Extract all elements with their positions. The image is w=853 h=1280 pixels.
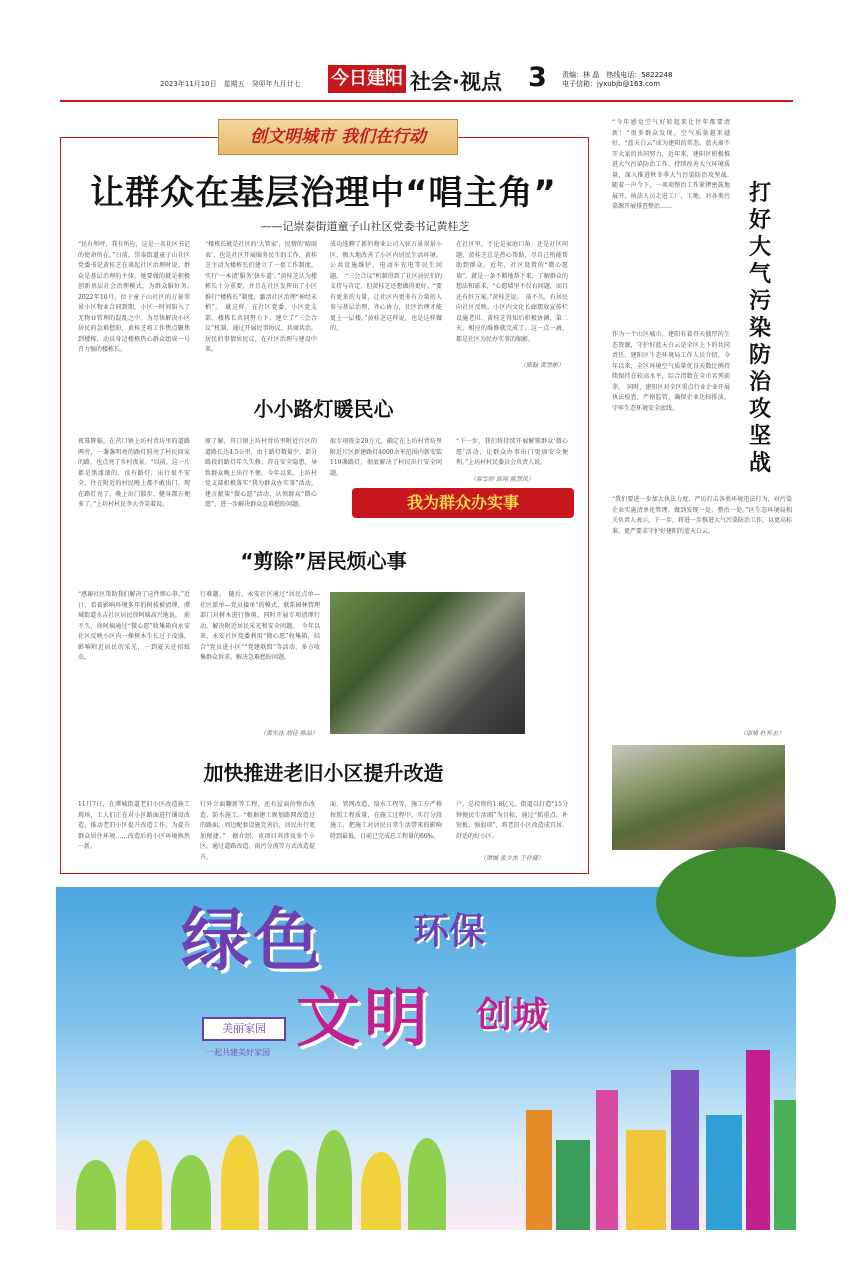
article4-col1: 11月7日，在潭城街道老旧小区改造施工现场，工人们正在对小区路面进行铺设改造，推动老旧小区提升改造工作，为提升群众居住环境……改造后的小区环境焕然一新。 (78, 801, 190, 850)
newspaper-logo: 今日建阳 (328, 65, 406, 93)
right-col-b: 作为一个山区城市，建阳有着得天独厚的生态资源，守护好蓝天白云是全区上下的共同责任。建阳区生态环境局工作人员介绍，今年以来，全区环境空气质量优良天数比例持续保持在较高水平，综合指数在全市名列前茅。 同时，建阳区对全区重点行业企业开展执法检查，严格监管，确保企业达标排放，守牢生态环境安全底线。 (612, 331, 730, 412)
article1-col2: “楼栋长就是社区的‘大管家’，民情的‘晴雨表’，也是社区开展服务民生的工作，黄桂芝主动为楼栋长们建立了一套工作制度，实行‘一本清’服务‘快车道’。”黄桂芝认为楼栋长十分重要，并且在社区发挥出了小区推行“楼栋长”制度，激活社区治理“神经末梢”。 就这样，在社区党委、小区党支部、楼栋长共同努力下，建立了“三会合议”机制，通过开展民事协议、共商共治，居民的事情居民议，在社区治理与建设中来。 (205, 241, 317, 353)
people-silhouette (268, 1150, 308, 1230)
right-byline: （邬婧 杜有志） (740, 730, 784, 737)
article4-col2: 行外立面翻新等工程，还有屋面的整治改造、防水施工。“根据建工规划路网改造过的路面，周边配套设施完善后，居民出行更加便捷。” 据介绍，该项目共涉及多个小区，通过道路改造、雨污分流等方式改造提升。 (200, 801, 315, 861)
people-silhouette (76, 1160, 116, 1230)
people-silhouette (408, 1138, 446, 1230)
banner-subslogan: 一起共建美好家园 (206, 1048, 270, 1057)
article3-title: “剪除”居民烦心事 (240, 549, 407, 573)
article4-col4: 户，总投资约1.8亿元。街道以打造“15分钟便民生活圈”为目标，通过“抓重点、补短板、强弱项”，将老旧小区改造成宜居、舒适的好小区。 (456, 801, 568, 840)
article4-col3: 面、管网改造、给水工程等，施工方严格按照工程质量，在施工过程中，实行分段施工，把施工对居民日常生活带来的影响降到最低，目前已完成总工程量的60%。 (330, 801, 442, 840)
city-building (774, 1100, 796, 1230)
city-building (746, 1050, 770, 1230)
leaf-decoration (656, 847, 836, 957)
issue-date: 2023年11月10日 星期五 癸卯年九月廿七 (160, 80, 301, 88)
article3-col1: “感谢社区帮助我们解决了这件烦心事。”近日，看着影响环境多年的树枝被清理，潭城街道水吉社区居民徐阿姨高兴地说。 前不久，徐阿姨通过“微心愿”收集箱向永安社区反映小区内一棵树木生长过于茂盛，影响附近居民的采光，一到夏天还招蚊虫。 (78, 591, 190, 661)
banner-slogan-city: 创城 (476, 995, 549, 1036)
section-title: 社会·视点 (410, 70, 502, 94)
header-rule (60, 100, 793, 102)
service-badge-text: 我为群众办实事 (406, 493, 519, 512)
article1-byline: （陈翰 黄慧彬） (520, 362, 564, 369)
article1-col4: 在社区里，不论是家庭口角、还是社区问题，黄桂芝总是热心帮助，尽自己所能帮助到群众。近年，社区设置的“微心愿墙”，就是一条不断地帮下来，了解群众的想法和需求，“心愿墙里不仅有问题，而且还有好方案。”黄桂芝说。 前不久，有居民向社区反映，小区内文化长廊摆放宣传栏设施老旧，黄桂芝得知后积极协调，第二天，相应的维修就完成了。这一点一滴，都是社区为民办实事的缩影。 (456, 241, 568, 343)
article1-col1: “民有所呼，我有所应，这是一名社区书记的使命所在。”日前，崇泰街道童子山社区党委书记黄桂芝在谈起社区治理时说。群众是基层治理的主体，她要做的就是积极创新基层社会治理模式，为群众服好务。 2022年10月，位于童子山社区的万景翠景小区物业合同到期，小区一时间陷入了无物业管理的混乱之中。为尽快解决小区居民的急难愁盼，黄桂芝将工作焦点聚焦到楼栋，动员身边楼栋热心群众组成一号召力强的楼栋长。 (78, 241, 197, 353)
city-building (626, 1130, 666, 1230)
page-number: 3 (528, 62, 547, 93)
article4-byline: （潭城 张少杰 王祥健） (480, 855, 544, 862)
article3-col2: 行难题。 随后，永安社区通过“居民点单—社区派单—党员接单”的模式，联系园林管理部门对树木进行修剪，同时开展专项清理行动，解决附近居民采光和安全问题。 今年以来，永安社区党委利用“微心愿”收集箱，结合“党员进小区”“党建联盟”等活动，多方收集群众诉求，解决急难愁盼问题。 (200, 591, 320, 661)
article3-byline: （黄东沐 胡佳 陈喆） (260, 730, 318, 737)
people-silhouette (361, 1152, 401, 1230)
service-badge (352, 488, 574, 518)
article2-byline: （蔡雪婷 郭翔 陈慧凤） (470, 476, 534, 483)
banner-slogan-civilization: 文明 (296, 982, 432, 1056)
article1-title: 让群众在基层治理中“唱主角” (90, 173, 557, 213)
field-photo (612, 745, 785, 850)
article2-title: 小小路灯暖民心 (253, 397, 394, 421)
right-article-title: 打好大气污染防治攻坚战 (748, 181, 771, 476)
city-building (671, 1070, 699, 1230)
people-silhouette (171, 1155, 211, 1230)
right-col-c: “我们要进一步加大执法力度，严厉打击各类环境违法行为，对污染企业实施清单化管理，做到发现一处、整治一处。”区生态环境局相关负责人表示，下一步，将进一步推进大气污染防治工作，以更高标准、更严要求守护好建阳的蓝天白云。 (612, 496, 793, 535)
campaign-banner (218, 119, 458, 155)
campaign-banner-text: 创文明城市 我们在行动 (250, 127, 426, 147)
right-col-a: “今年感觉空气好转起来比往年都要清新！”很多群众发现，空气质量越来越好，“蓝天白云”成为建阳的常态。蓝天离不开大家的共同努力，近年来，建阳区积极推进大气污染防治工作，持续改善大气环境质量，深入推进秋冬季大气污染防治攻坚战。 随着一声令下，一项项整治工作紧锣密鼓地展开，执法人员走进工厂、工地，对各类污染源开展排查整治…… (612, 119, 737, 210)
article2-col3: 取专项资金29万元，确定在上坊村背坊里附近片区新建路灯4000余米范围内新安装110盏路灯，彻底解决了村民出行安全问题。 (330, 438, 442, 477)
article1-subtitle: ——记崇泰街道童子山社区党委书记黄桂芝 (260, 220, 470, 233)
people-silhouette (316, 1130, 352, 1230)
people-silhouette (221, 1135, 259, 1230)
people-silhouette (126, 1140, 162, 1230)
city-building (556, 1140, 590, 1230)
editor-email: 电子信箱：jyxubjb@163.com (562, 80, 661, 88)
banner-slogan-green: 绿色 (181, 902, 326, 981)
article1-col3: 成功选聘了新的物业公司入驻万景翠景小区，极大地改善了小区内居民生活环境，公共设施维护、电动车充电等民生问题。 “三会合议”机制得到了社区居民们的支持与肯定，但黄桂芝还想做得更好。“要有更多的力量，让社区内更多有力量的人参与基层治理，齐心协力，社区治理才能更上一层楼。”黄桂芝这样说，也是这样做的。 (330, 241, 442, 332)
article2-col1: 夜幕降临，在莒口镇上坊村背坊里的道路两旁，一盏盏明亮的路灯照亮了村民回家的路，也点亮了乡村夜景。“以前，这一片都是黑漆漆的，没有路灯，出行很不安全，住在附近的村民晚上都不敢出门。现在路灯亮了，晚上出门散步、健身都方便多了。”上坊村村民李大爷笑着说。 (78, 438, 190, 508)
street-photo (330, 592, 525, 734)
article4-title: 加快推进老旧小区提升改造 (203, 761, 444, 785)
banner-tag: 美丽家园 (202, 1017, 286, 1041)
city-building (526, 1110, 552, 1230)
banner-slogan-environment: 环保 (413, 911, 486, 952)
editor-line: 责编：林 晶 热线电话：5822248 (562, 71, 673, 79)
city-building (706, 1115, 742, 1230)
green-civilization-banner (56, 887, 796, 1230)
article2-col2: 原了解，莒口镇上坊村背坊里附近片区的道路长达4.5公里，由于路灯数量少，部分路段的路灯年久失修，存在安全隐患，导致群众晚上出行不便。今年以来，上坊村党支部积极落实“我为群众办实事”活动，建言献策“微心愿”活动，认领群众“微心愿”，进一步解决群众急难愁盼问题。 (205, 438, 317, 508)
city-building (596, 1090, 618, 1230)
article2-col4: “下一步，我们将持续开展解锁群众‘微心愿’活动，让群众办事出门更加安全便利。”上坊村村民委员会负责人说。 (456, 438, 568, 466)
editor-info (562, 71, 672, 89)
